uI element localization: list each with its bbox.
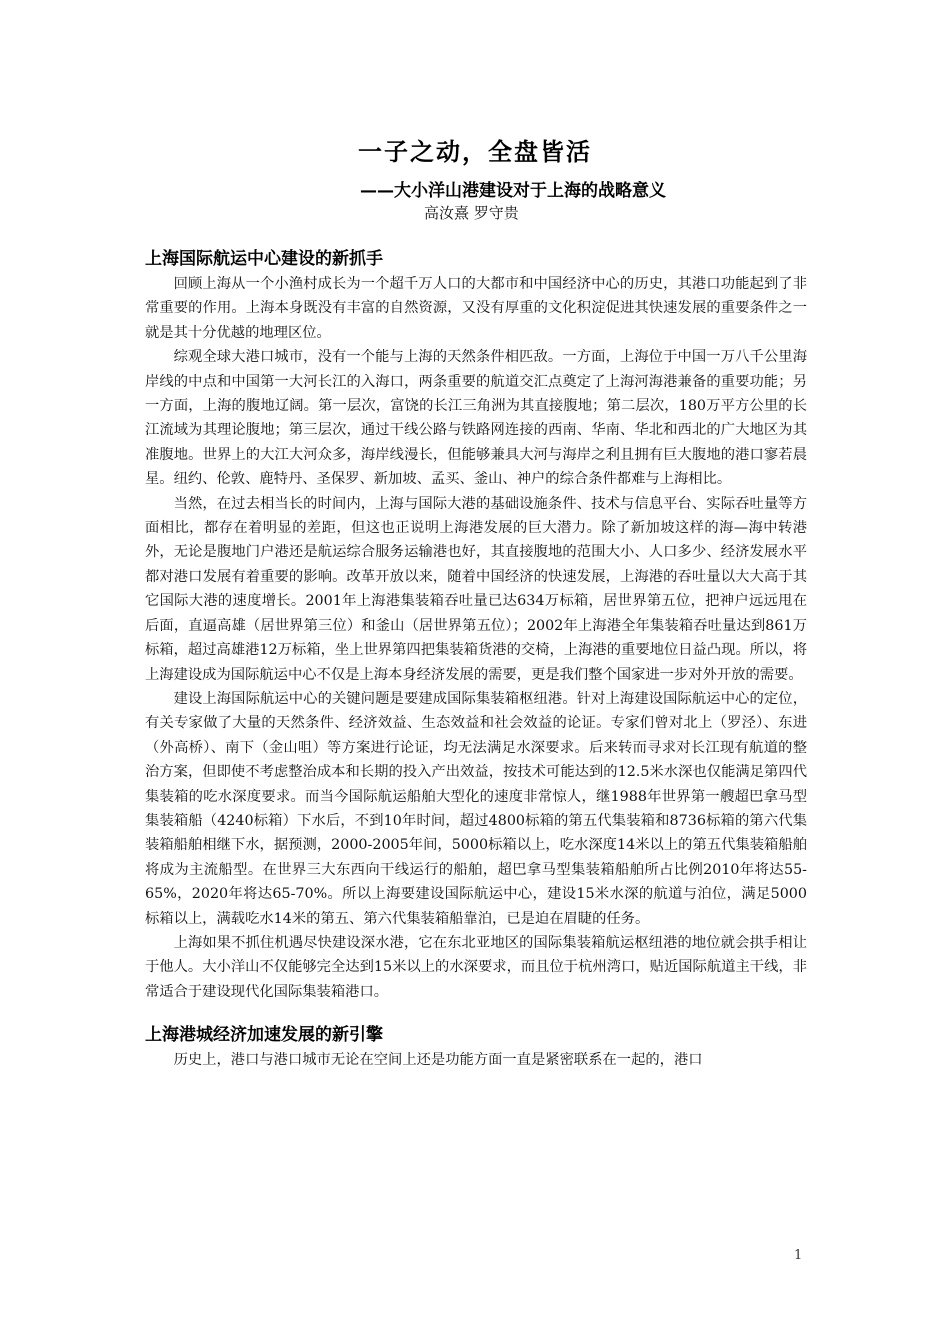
section-heading: 上海国际航运中心建设的新抓手: [145, 249, 383, 269]
paragraph: 回顾上海从一个小渔村成长为一个超千万人口的大都市和中国经济中心的历史，其港口功能起到了非常重要的作用。上海本身既没有丰富的自然资源，又没有厚重的文化积淀促进其快速发展的重要条件之一就是其十分优越的地理区位。: [145, 276, 807, 341]
paragraph: 综观全球大港口城市，没有一个能与上海的天然条件相匹敌。一方面，上海位于中国一万八千公里海岸线的中点和中国第一大河长江的入海口，两条重要的航道交汇点奠定了上海河海港兼备的重要功能；另一方面，上海的腹地辽阔。第一层次，富饶的长江三角洲为其直接腹地；第二层次，180万平方公里的长江流域为其理论腹地；第三层次，通过干线公路与铁路网连接的西南、华南、华北和西北的广大地区为其准腹地。世界上的大江大河众多，海岸线漫长，但能够兼具大河与海岸之利且拥有巨大腹地的港口寥若晨星。纽约、伦敦、鹿特丹、圣保罗、新加坡、孟买、釜山、神户的综合条件都难与上海相比。: [145, 349, 807, 488]
section-heading: 上海港城经济加速发展的新引擎: [145, 1025, 383, 1046]
document-body: [145, 246, 807, 1073]
paragraph: 建设上海国际航运中心的关键问题是要建成国际集装箱枢纽港。针对上海建设国际航运中心的定位，有关专家做了大量的天然条件、经济效益、生态效益和社会效益的论证。专家们曾对北上（罗泾）、东进（外高桥）、南下（金山咀）等方案进行论证，均无法满足水深要求。后来转而寻求对长江现有航道的整治方案，但即使不考虑整治成本和长期的投入产出效益，按技术可能达到的12.5米水深也仅能满足第四代集装箱的吃水深度要求。而当今国际航运船舶大型化的速度非常惊人，继1988年世界第一艘超巴拿马型集装箱船（4240标箱）下水后，不到10年时间，超过4800标箱的第五代集装箱和8736标箱的第六代集装箱船舶相继下水，据预测，2000-2005年间，5000标箱以上，吃水深度14米以上的第五代集装箱船舶将成为主流船型。在世界三大东西向干线运行的船舶，超巴拿马型集装箱船舶所占比例2010年将达55-65%，2020年将达65-70%。所以上海要建设国际航运中心，建设15米水深的航道与泊位，满足5000标箱以上，满载吃水14米的第五、第六代集装箱船靠泊，已是迫在眉睫的任务。: [145, 690, 807, 927]
paragraph: 上海如果不抓住机遇尽快建设深水港，它在东北亚地区的国际集装箱航运枢纽港的地位就会拱手相让于他人。大小洋山不仅能够完全达到15米以上的水深要求，而且位于杭州湾口，贴近国际航道主干线，非常适合于建设现代化国际集装箱港口。: [145, 934, 807, 1000]
paragraph: 当然，在过去相当长的时间内，上海与国际大港的基础设施条件、技术与信息平台、实际吞吐量等方面相比，都存在着明显的差距，但这也正说明上海港发展的巨大潜力。除了新加坡这样的海—海中转港外，无论是腹地门户港还是航运综合服务运输港也好，其直接腹地的范围大小、人口多少、经济发展水平都对港口发展有着重要的影响。改革开放以来，随着中国经济的快速发展，上海港的吞吐量以大大高于其它国际大港的速度增长。2001年上海港集装箱吞吐量已达634万标箱，居世界第五位，把神户远远甩在后面，直逼高雄（居世界第三位）和釜山（居世界第五位）；2002年上海港全年集装箱吞吐量达到861万标箱，超过高雄港12万标箱，坐上世界第四把集装箱货港的交椅，上海港的重要地位日益凸现。所以，将上海建设成为国际航运中心不仅是上海本身经济发展的需要，更是我们整个国家进一步对外开放的需要。: [145, 495, 807, 683]
paragraph: 历史上，港口与港口城市无论在空间上还是功能方面一直是紧密联系在一起的，港口: [173, 1052, 703, 1069]
document-subtitle: ——大小洋山港建设对于上海的战略意义: [360, 181, 666, 201]
document-title: 一子之动，全盘皆活: [358, 138, 592, 166]
page-number: 1: [794, 1248, 803, 1263]
document-authors: 高汝熹 罗守贵: [424, 204, 519, 222]
